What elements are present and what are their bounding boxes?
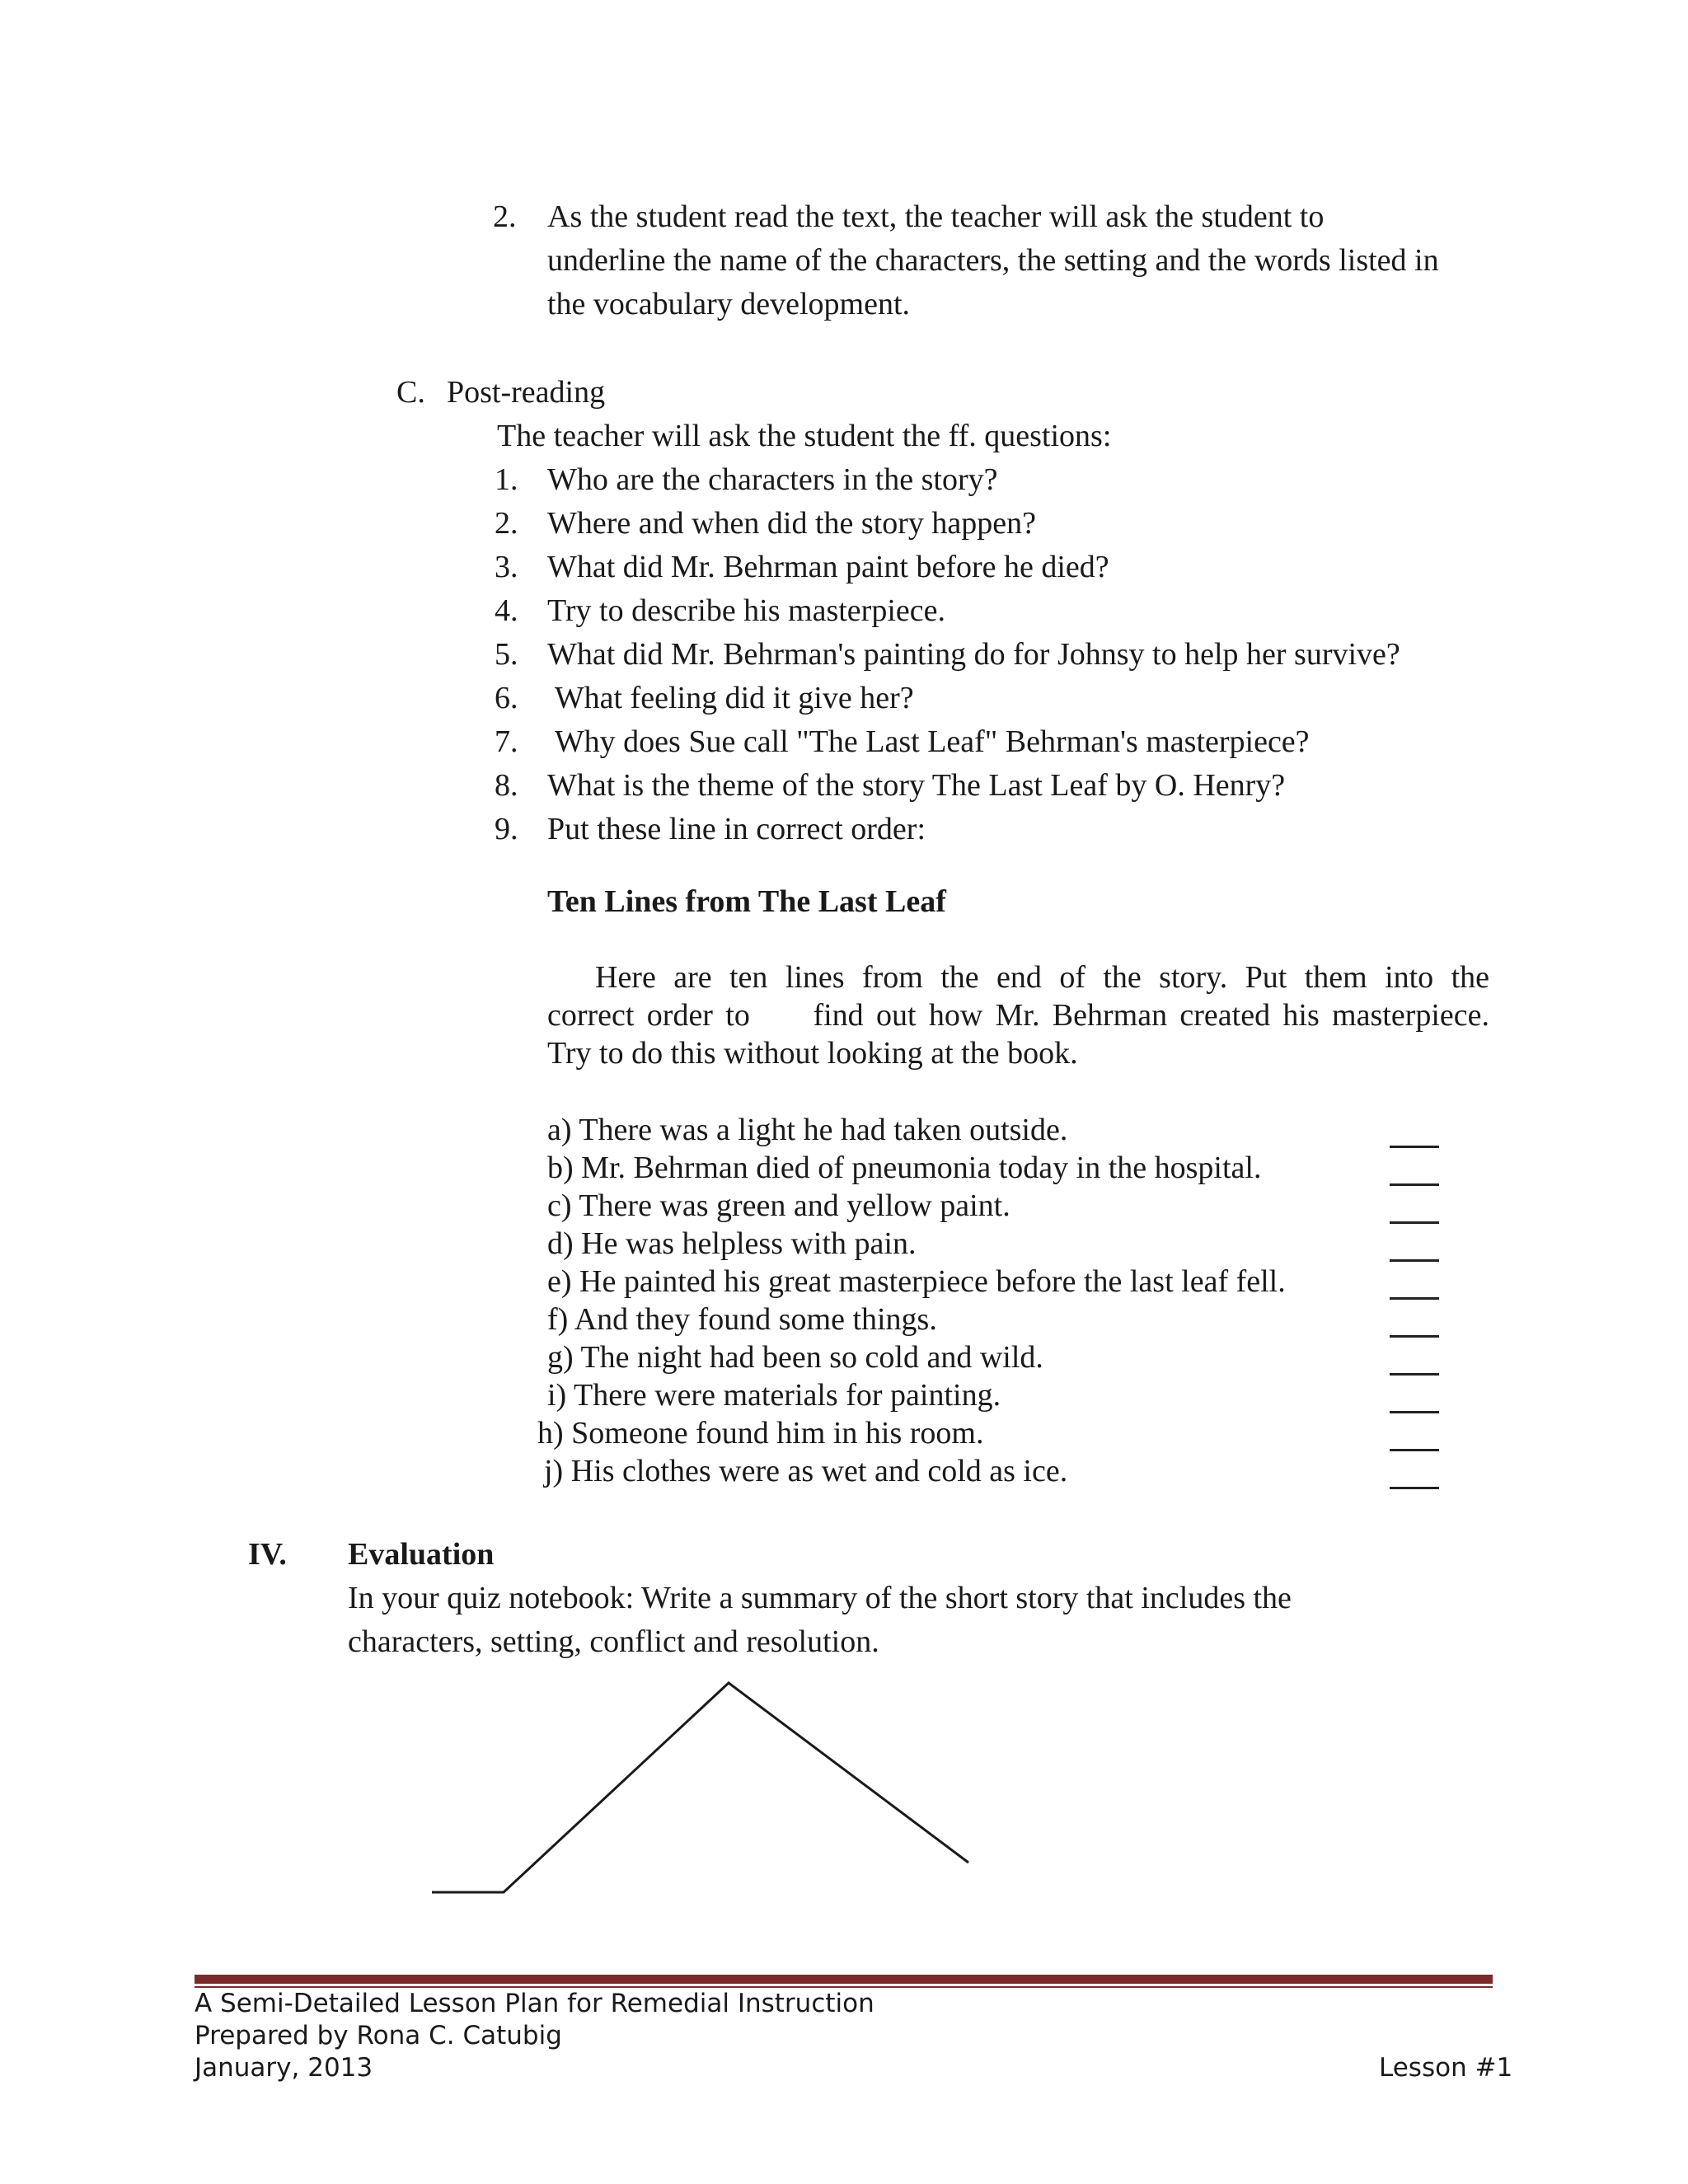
question-number: 4.	[495, 593, 518, 628]
footer-title: A Semi-Detailed Lesson Plan for Remedial Instruction	[195, 1989, 874, 2018]
ordering-line: j) His clothes were as wet and cold as ice.	[544, 1454, 1068, 1488]
step-line: As the student read the text, the teacher will ask the student to	[547, 199, 1325, 234]
evaluation-line: characters, setting, conflict and resolution.	[348, 1624, 879, 1659]
question-text: What feeling did it give her?	[547, 681, 914, 715]
footer-date: January, 2013	[195, 2053, 373, 2083]
question-number: 6.	[495, 681, 518, 715]
footer-rule	[195, 1975, 1493, 1984]
ordering-line: a) There was a light he had taken outside.	[547, 1113, 1068, 1147]
step-line: underline the name of the characters, the setting and the words listed in	[547, 243, 1439, 278]
question-text: Put these line in correct order:	[547, 812, 926, 846]
question-number: 5.	[495, 637, 518, 672]
footer-lesson: Lesson #1	[1379, 2053, 1513, 2083]
question-text: Who are the characters in the story?	[547, 462, 998, 497]
question-text: Try to describe his masterpiece.	[547, 593, 945, 628]
question-number: 7.	[495, 724, 518, 759]
ordering-line: f) And they found some things.	[547, 1302, 937, 1337]
question-text: Where and when did the story happen?	[547, 506, 1037, 541]
question-number: 1.	[495, 462, 518, 497]
plot-line	[432, 1683, 968, 1892]
questions-intro: The teacher will ask the student the ff. questions:	[497, 419, 1112, 453]
ordering-line: i) There were materials for painting.	[547, 1378, 1001, 1413]
question-text: Why does Sue call "The Last Leaf" Behrman's masterpiece?	[547, 724, 1310, 759]
ordering-line: g) The night had been so cold and wild.	[547, 1340, 1043, 1375]
evaluation-line: In your quiz notebook: Write a summary of the short story that includes the	[348, 1581, 1292, 1615]
footer-author: Prepared by Rona C. Catubig	[195, 2021, 562, 2050]
section-heading: Post-reading	[447, 375, 606, 410]
question-text: What did Mr. Behrman paint before he died?	[547, 550, 1109, 584]
question-text: What did Mr. Behrman's painting do for Johnsy to help her survive?	[547, 637, 1400, 672]
activity-title: Ten Lines from The Last Leaf	[547, 884, 946, 919]
ordering-line: d) He was helpless with pain.	[547, 1226, 917, 1261]
question-number: 2.	[495, 506, 518, 541]
instruction-line: correct order to find out how Mr. Behrman created his masterpiece.	[547, 998, 1489, 1033]
question-text: What is the theme of the story The Last Leaf by O. Henry?	[547, 768, 1286, 803]
question-number: 8.	[495, 768, 518, 803]
ordering-line: h) Someone found him in his room.	[537, 1416, 984, 1451]
section-heading: Evaluation	[348, 1537, 495, 1572]
ordering-line: e) He painted his great masterpiece before the last leaf fell.	[547, 1264, 1286, 1299]
step-number: 2.	[493, 199, 517, 234]
ordering-line: c) There was green and yellow paint.	[547, 1188, 1010, 1223]
ordering-line: b) Mr. Behrman died of pneumonia today in the hospital.	[547, 1151, 1262, 1185]
question-number: 3.	[495, 550, 518, 584]
section-numeral: IV.	[248, 1537, 287, 1572]
question-number: 9.	[495, 812, 518, 846]
instruction-line: Try to do this without looking at the book.	[547, 1036, 1078, 1071]
section-letter: C.	[396, 375, 425, 410]
instruction-line: Here are ten lines from the end of the story. Put them into the	[595, 960, 1489, 995]
step-line: the vocabulary development.	[547, 287, 911, 321]
